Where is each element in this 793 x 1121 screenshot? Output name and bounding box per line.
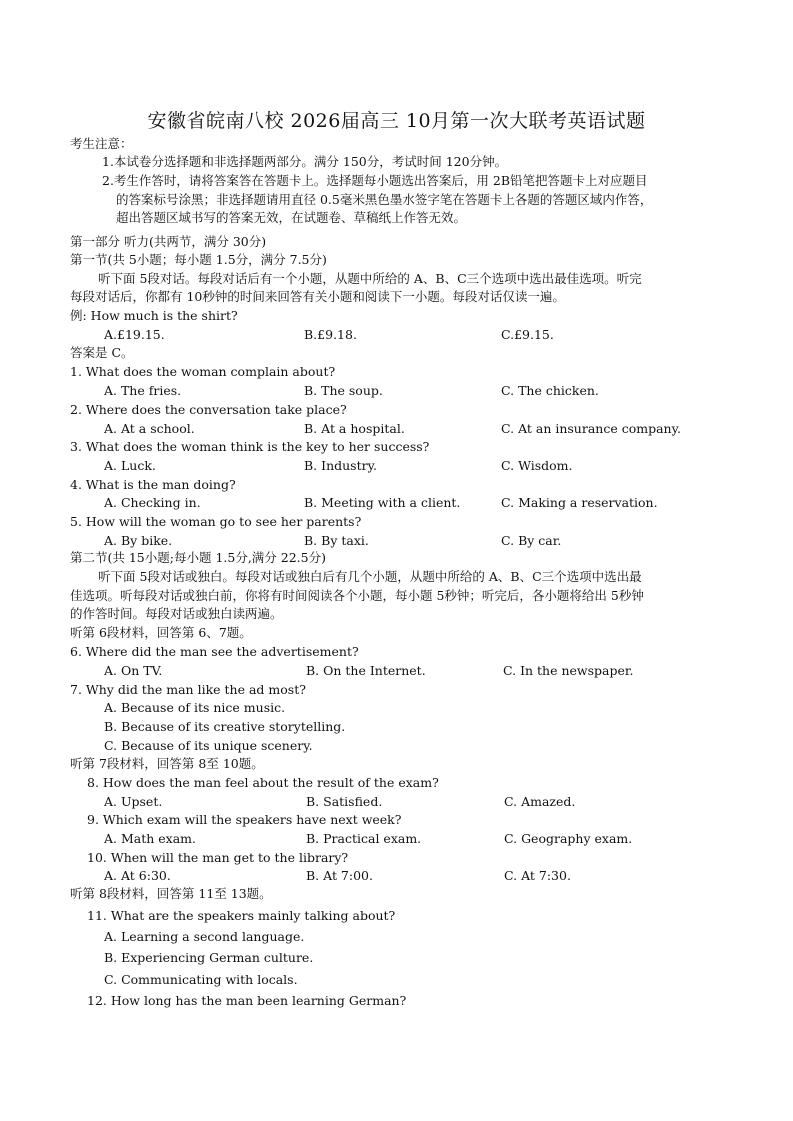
notice-heading: 考生注意：: [70, 136, 133, 151]
notice-item-2-cont: 的答案标号涂黑；非选择题请用直径 0.5毫米黑色墨水签字笔在答题卡上各题的答题区域内作答，: [116, 192, 653, 207]
q1-option-a: A. The fries.: [104, 383, 182, 398]
example-option-a: A.£19.15.: [104, 327, 165, 342]
material-7-note: 听第 7段材料，回答第 8至 10题。: [70, 756, 264, 771]
example-answer: 答案是 C。: [70, 345, 134, 360]
notice-item-2: 2.考生作答时，请将答案答在答题卡上。选择题每小题选出答案后，用 2B铅笔把答题卡上对应题目: [102, 173, 648, 188]
part1-heading: 第一部分 听力(共两节，满分 30分): [70, 234, 267, 249]
question-8: 8. How does the man feel about the result of the exam?: [87, 775, 439, 790]
q4-option-a: A. Checking in.: [104, 495, 201, 510]
q2-option-a: A. At a school.: [104, 421, 195, 436]
section2-instructions: 佳选项。听每段对话或独白前，你将有时间阅读各个小题，每小题 5秒钟；听完后，各小题将给出 5秒钟: [70, 588, 644, 603]
question-4: 4. What is the man doing?: [70, 477, 236, 492]
q2-option-b: B. At a hospital.: [304, 421, 405, 436]
q5-option-a: A. By bike.: [104, 533, 173, 548]
q4-option-c: C. Making a reservation.: [501, 495, 658, 510]
q6-option-b: B. On the Internet.: [306, 663, 426, 678]
section2-instructions: 听下面 5段对话或独白。每段对话或独白后有几个小题，从题中所给的 A、B、C三个选项中选出最: [98, 569, 642, 584]
q10-option-c: C. At 7:30.: [504, 868, 571, 883]
q2-option-c: C. At an insurance company.: [501, 421, 681, 436]
q11-option-b: B. Experiencing German culture.: [104, 950, 314, 965]
q11-option-a: A. Learning a second language.: [104, 929, 305, 944]
q3-option-a: A. Luck.: [104, 458, 156, 473]
q3-option-c: C. Wisdom.: [501, 458, 573, 473]
question-6: 6. Where did the man see the advertisement?: [70, 644, 359, 659]
question-5: 5. How will the woman go to see her parents?: [70, 514, 362, 529]
question-7: 7. Why did the man like the ad most?: [70, 682, 306, 697]
q8-option-c: C. Amazed.: [504, 794, 576, 809]
q4-option-b: B. Meeting with a client.: [304, 495, 461, 510]
q1-option-c: C. The chicken.: [501, 383, 599, 398]
q9-option-b: B. Practical exam.: [306, 831, 422, 846]
q5-option-b: B. By taxi.: [304, 533, 369, 548]
q7-option-a: A. Because of its nice music.: [104, 700, 286, 715]
section1-instructions: 听下面 5段对话。每段对话后有一个小题，从题中所给的 A、B、C三个选项中选出最佳选项。听完: [98, 271, 642, 286]
question-12: 12. How long has the man been learning German?: [87, 993, 407, 1008]
notice-item-1: 1.本试卷分选择题和非选择题两部分。满分 150分，考试时间 120分钟。: [102, 154, 508, 169]
question-10: 10. When will the man get to the library?: [87, 850, 349, 865]
question-9: 9. Which exam will the speakers have next week?: [87, 812, 402, 827]
question-11: 11. What are the speakers mainly talking about?: [87, 908, 396, 923]
q1-option-b: B. The soup.: [304, 383, 383, 398]
section1-heading: 第一节(共 5小题；每小题 1.5分，满分 7.5分): [70, 252, 327, 267]
q11-option-c: C. Communicating with locals.: [104, 972, 298, 987]
example-option-b: B.£9.18.: [304, 327, 357, 342]
question-2: 2. Where does the conversation take place?: [70, 402, 347, 417]
q3-option-b: B. Industry.: [304, 458, 377, 473]
material-8-note: 听第 8段材料，回答第 11至 13题。: [70, 886, 272, 901]
q8-option-a: A. Upset.: [104, 794, 163, 809]
q6-option-c: C. In the newspaper.: [503, 663, 634, 678]
q9-option-a: A. Math exam.: [104, 831, 196, 846]
q8-option-b: B. Satisfied.: [306, 794, 383, 809]
q5-option-c: C. By car.: [501, 533, 562, 548]
section2-heading: 第二节(共 15小题;每小题 1.5分,满分 22.5分): [70, 550, 326, 565]
section1-instructions: 每段对话后，你都有 10秒钟的时间来回答有关小题和阅读下一小题。每段对话仅读一遍。: [70, 289, 565, 304]
q9-option-c: C. Geography exam.: [504, 831, 633, 846]
q10-option-a: A. At 6:30.: [104, 868, 171, 883]
q6-option-a: A. On TV.: [104, 663, 163, 678]
section2-instructions: 的作答时间。每段对话或独白读两遍。: [70, 606, 283, 621]
q7-option-c: C. Because of its unique scenery.: [104, 738, 313, 753]
notice-item-2-cont: 超出答题区域书写的答案无效，在试题卷、草稿纸上作答无效。: [116, 210, 467, 225]
material-6-note: 听第 6段材料，回答第 6、7题。: [70, 625, 252, 640]
question-3: 3. What does the woman think is the key to her success?: [70, 439, 430, 454]
example-question: 例: How much is the shirt?: [70, 308, 238, 323]
page-title: 安徽省皖南八校 2026届高三 10月第一次大联考英语试题: [147, 110, 646, 132]
example-option-c: C.£9.15.: [501, 327, 554, 342]
question-1: 1. What does the woman complain about?: [70, 364, 336, 379]
q7-option-b: B. Because of its creative storytelling.: [104, 719, 346, 734]
q10-option-b: B. At 7:00.: [306, 868, 373, 883]
